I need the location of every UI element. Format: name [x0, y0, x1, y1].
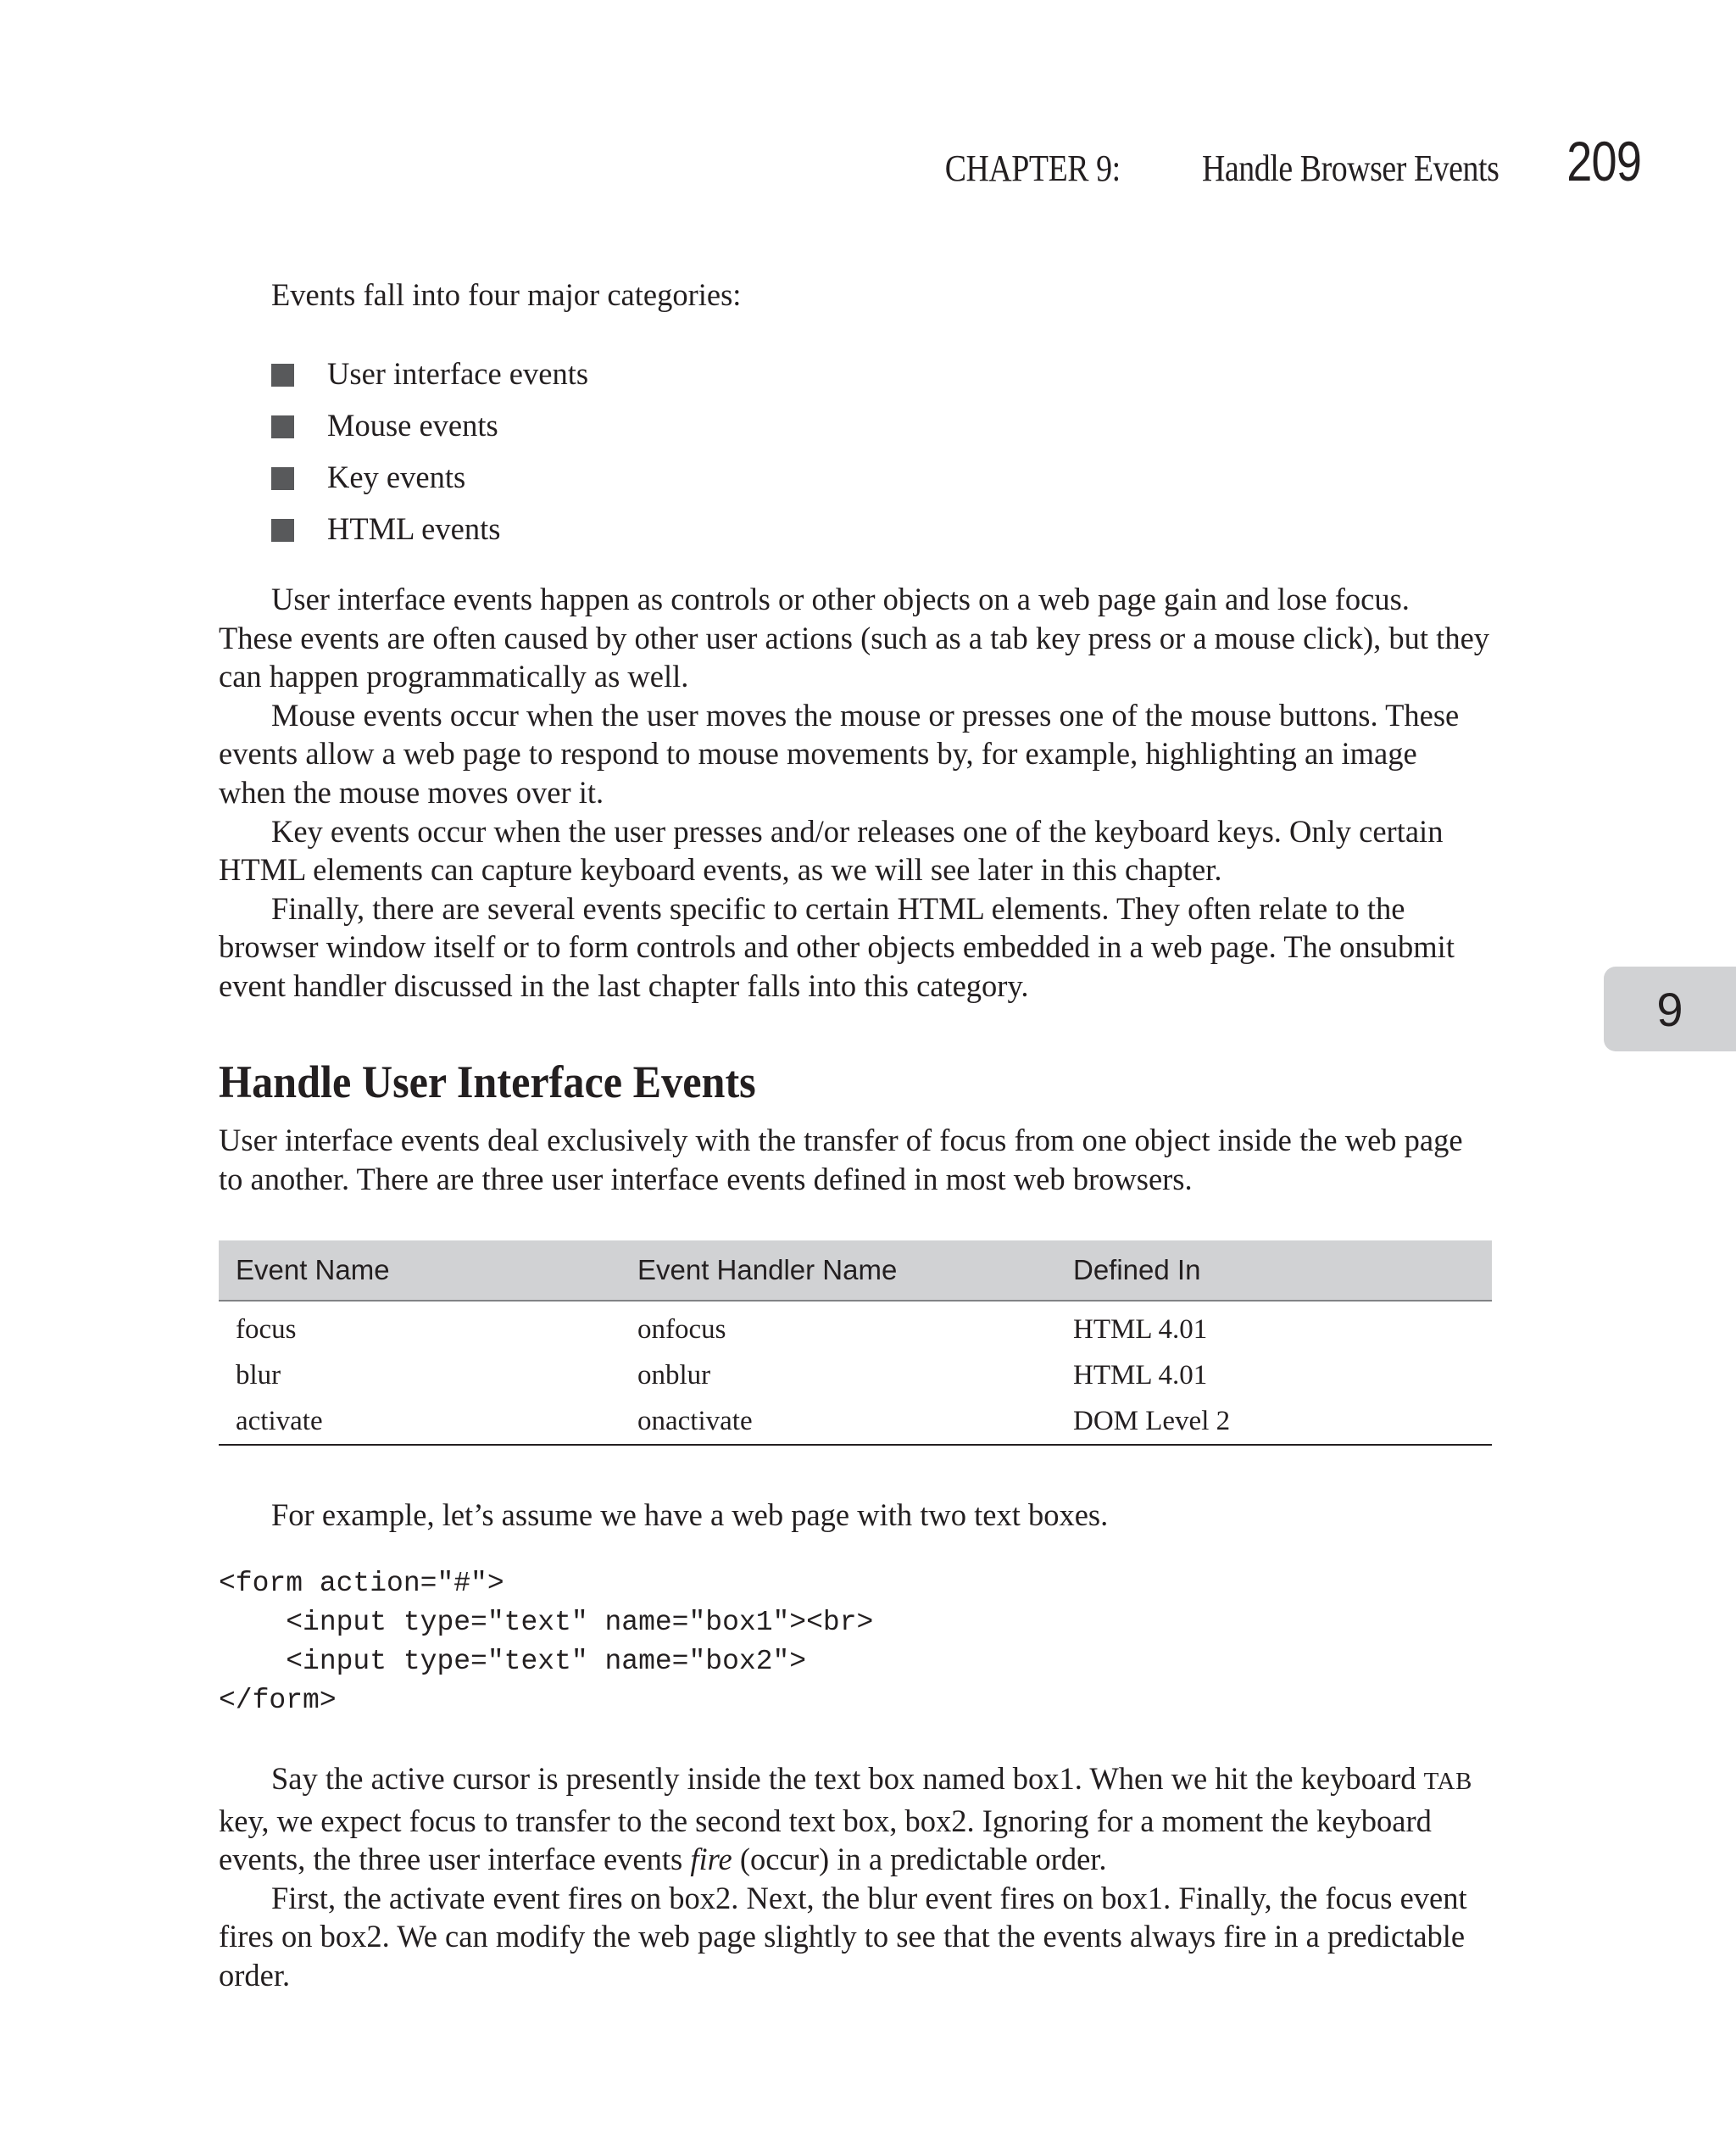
table-row: [219, 1352, 1492, 1398]
paragraph-html-events: Finally, there are several events specific to certain HTML elements. They often relate to the browser window itself or to form controls and other objects embedded in a web page. The onsubmit event handler discussed in the last chapter falls into this category.: [219, 890, 1455, 1003]
list-item: HTML events: [271, 503, 588, 555]
paragraph-key-events: Key events occur when the user presses and/or releases one of the keyboard keys. Only certain HTML elements can capture keyboard events, as we will see later in this chapter.: [219, 813, 1444, 888]
running-header: [916, 129, 1641, 193]
table-cell: onactivate: [620, 1398, 1056, 1445]
table-cell: activate: [219, 1398, 620, 1445]
closing-paragraphs: [219, 1759, 1490, 1995]
table-header-cell: Event Handler Name: [620, 1240, 1056, 1301]
bullet-square-icon: [271, 519, 294, 542]
example-intro: For example, let’s assume we have a web page with two text boxes.: [271, 1497, 1109, 1532]
header-chapter-title: Handle Browser Events: [1202, 148, 1500, 189]
list-item: User interface events: [271, 348, 588, 399]
events-table: [219, 1240, 1492, 1446]
category-list: [271, 348, 588, 555]
table-header-row: [219, 1240, 1492, 1301]
page-number: 209: [1566, 130, 1641, 192]
table-cell: onfocus: [637, 1313, 726, 1345]
term-fire: fire: [690, 1842, 732, 1877]
table-cell: DOM Level 2: [1056, 1398, 1492, 1445]
table-header-cell: Event Name: [219, 1240, 620, 1301]
section-lead: User interface events deal exclusively with the transfer of focus from one object inside the web page to another. There are three user interface events defined in most web browsers.: [219, 1123, 1463, 1196]
chapter-tab-number: 9: [1656, 982, 1683, 1036]
tab-key-label: TAB: [1423, 1768, 1472, 1795]
category-descriptions: [219, 580, 1490, 1006]
table-cell: blur: [236, 1359, 281, 1391]
bullet-square-icon: [271, 415, 294, 438]
chapter-thumb-tab: [1604, 967, 1736, 1051]
table-cell: focus: [236, 1313, 297, 1345]
bullet-square-icon: [271, 364, 294, 387]
table-header-cell: Defined In: [1056, 1240, 1492, 1301]
list-item: Key events: [271, 451, 588, 503]
code-listing: <form action="#"> <input type="text" name="box1"><br> <input type="text" name="box2"> </form>: [219, 1568, 874, 1716]
intro-paragraph: Events fall into four major categories:: [271, 277, 742, 312]
section-heading: Handle User Interface Events: [219, 1056, 756, 1107]
table-row: [219, 1398, 1492, 1445]
table-row: [219, 1301, 1492, 1352]
table-cell: HTML 4.01: [1073, 1359, 1208, 1391]
list-item: Mouse events: [271, 399, 588, 451]
section-lead-block: [219, 1121, 1490, 1198]
table-cell: onblur: [637, 1359, 711, 1391]
paragraph-mouse-events: Mouse events occur when the user moves the mouse or presses one of the mouse buttons. These events allow a web page to respond to mouse movements by, for example, highlighting an image when the mouse moves over it.: [219, 697, 1460, 810]
bullet-square-icon: [271, 467, 294, 490]
paragraph-event-order: First, the activate event fires on box2. Next, the blur event fires on box1. Finally, the focus event fires on box2. We can modify the web page slightly to see that the events always fire in a predictable order.: [219, 1880, 1467, 1993]
example-intro-block: [219, 1496, 1490, 1535]
table-cell: HTML 4.01: [1073, 1313, 1208, 1345]
paragraph-cursor: Say the active cursor is presently inside the text box named box1. When we hit the keyboard TAB key, we expect focus to transfer to the second text box, box2. Ignoring for a moment the keyboard events, the three user interface events fire (occur) in a predictable order.: [219, 1761, 1472, 1877]
header-chapter: CHAPTER 9:: [944, 148, 1121, 189]
paragraph-ui-events: User interface events happen as controls or other objects on a web page gain and lose focus. These events are often caused by other user actions (such as a tab key press or a mouse click), but they can happen programmatically as well.: [219, 582, 1490, 694]
intro-block: [219, 276, 1490, 315]
